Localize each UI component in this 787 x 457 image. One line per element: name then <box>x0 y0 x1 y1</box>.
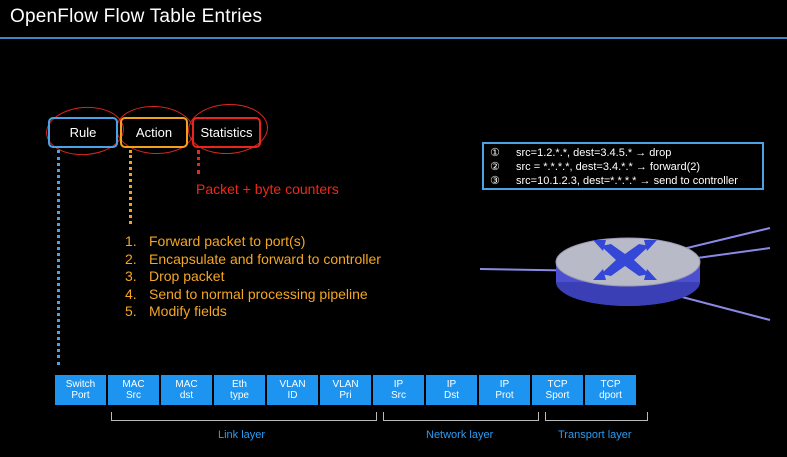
transport-layer-label: Transport layer <box>558 429 632 441</box>
network-layer-label: Network layer <box>426 429 494 441</box>
rule-box: Rule <box>48 117 118 148</box>
rule-examples-box <box>482 142 764 190</box>
header-field: TCP Sport <box>532 375 583 405</box>
action-number: 2. <box>125 250 137 267</box>
header-field: TCP dport <box>585 375 636 405</box>
switch-icon <box>478 220 778 330</box>
example-rule <box>490 160 756 174</box>
network-layer-bracket <box>383 412 539 421</box>
action-text: Drop packet <box>149 268 225 284</box>
example-text: src=1.2.*.*, dest=3.4.5.* → drop <box>516 147 672 159</box>
action-text: Modify fields <box>149 303 227 319</box>
header-field: VLAN Pri <box>320 375 371 405</box>
header-field: IP Prot <box>479 375 530 405</box>
page-title: OpenFlow Flow Table Entries <box>10 6 263 27</box>
action-number: 1. <box>125 233 137 249</box>
example-rule <box>490 146 756 160</box>
action-text: Encapsulate and forward to controller <box>149 250 381 267</box>
example-text: src=10.1.2.3, dest=*.*.*.* → send to controller <box>516 175 738 187</box>
action-number: 3. <box>125 268 137 284</box>
action-item <box>125 303 381 321</box>
title-divider <box>0 37 787 39</box>
action-text: Forward packet to port(s) <box>149 233 306 249</box>
action-number: 4. <box>125 285 137 302</box>
example-index: ① <box>490 147 500 159</box>
header-field: Switch Port <box>55 375 106 405</box>
action-box: Action <box>120 117 188 148</box>
header-field: MAC dst <box>161 375 212 405</box>
action-item <box>125 251 381 269</box>
action-text: Send to normal processing pipeline <box>149 285 368 302</box>
action-item <box>125 286 381 304</box>
header-fields-row <box>55 375 636 405</box>
example-index: ③ <box>490 175 500 187</box>
example-rule <box>490 174 756 188</box>
action-dotted-connector <box>129 150 132 224</box>
statistics-box: Statistics <box>192 117 261 148</box>
statistics-dotted-connector <box>197 150 200 174</box>
example-index: ② <box>490 161 500 173</box>
header-field: MAC Src <box>108 375 159 405</box>
link-layer-label: Link layer <box>218 429 266 441</box>
example-text: src = *.*.*.*, dest=3.4.*.* → forward(2) <box>516 161 701 173</box>
header-field: VLAN ID <box>267 375 318 405</box>
transport-layer-bracket <box>545 412 648 421</box>
header-field: Eth type <box>214 375 265 405</box>
action-number: 5. <box>125 303 137 319</box>
header-field: IP Src <box>373 375 424 405</box>
header-field: IP Dst <box>426 375 477 405</box>
rule-dotted-connector <box>57 150 60 365</box>
statistics-note: Packet + byte counters <box>196 181 339 197</box>
action-item <box>125 233 381 251</box>
link-layer-bracket <box>111 412 377 421</box>
action-list <box>125 233 381 321</box>
action-item <box>125 268 381 286</box>
